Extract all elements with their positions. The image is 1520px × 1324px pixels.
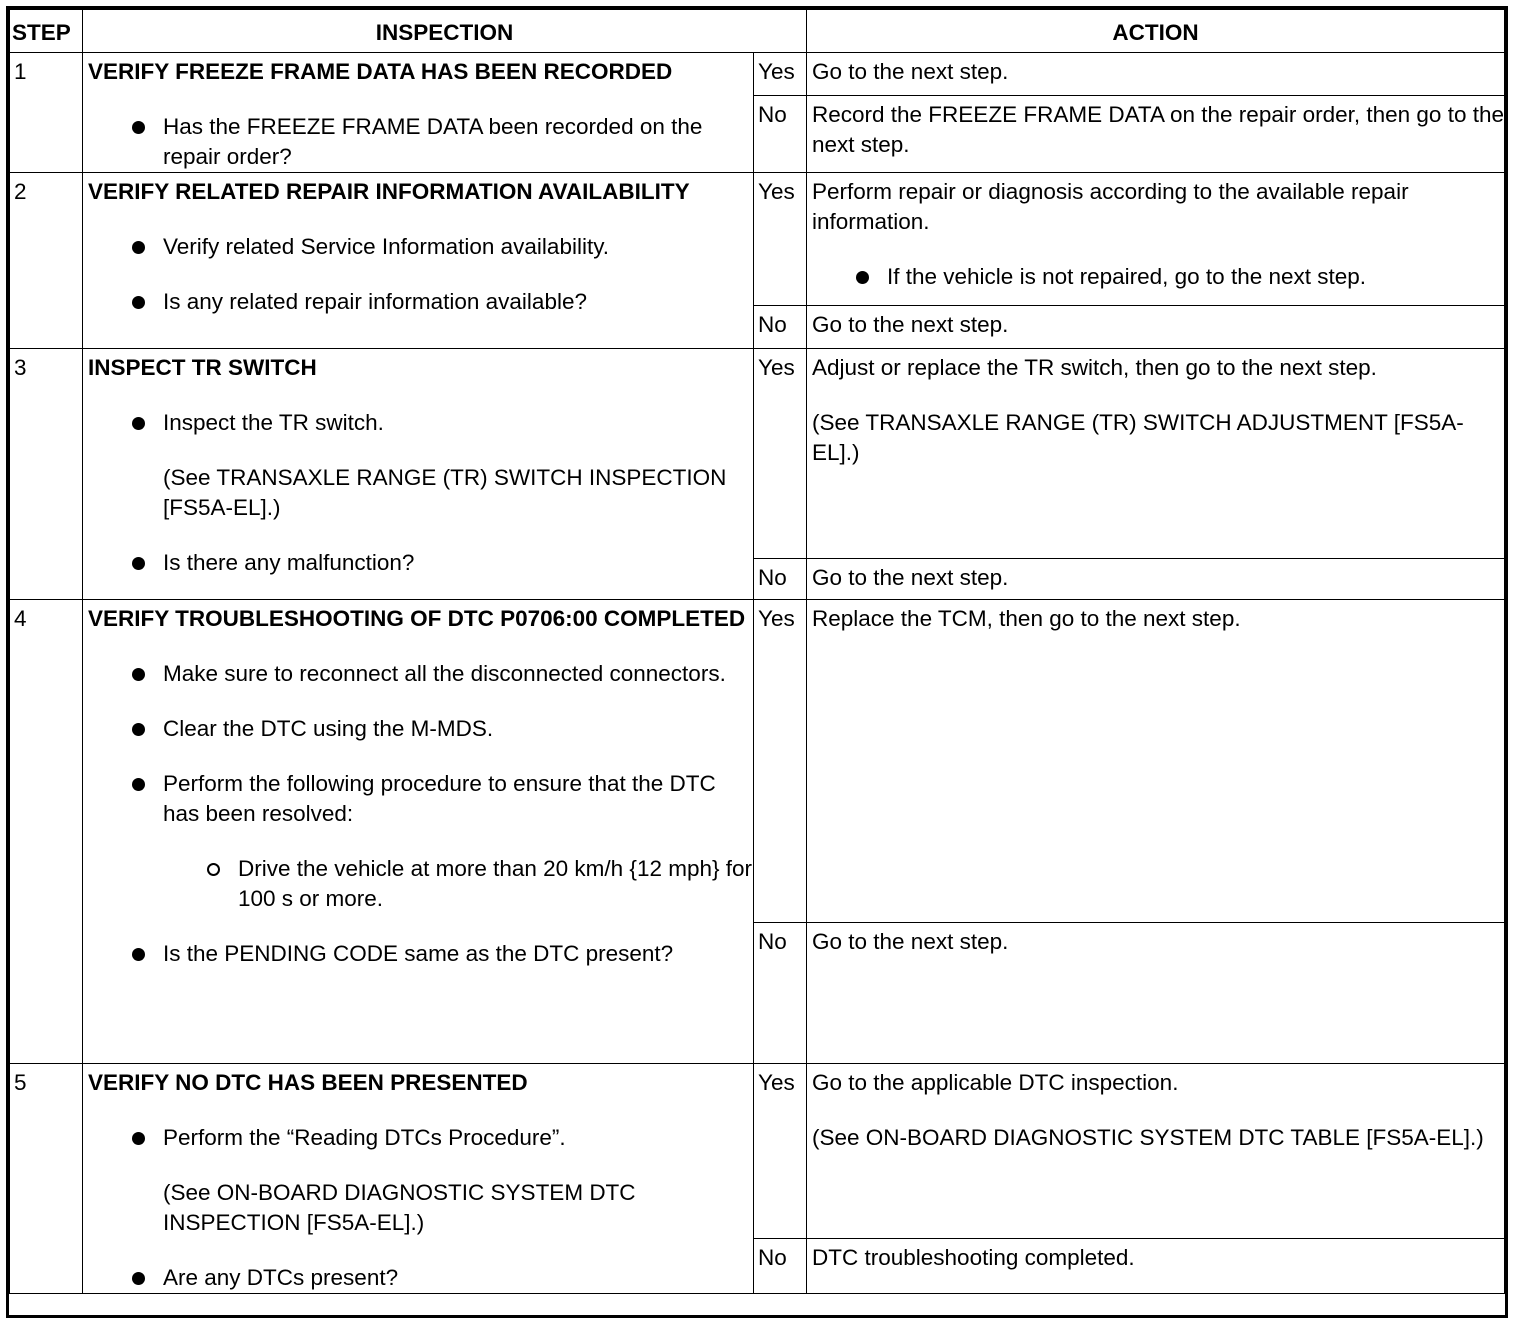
inspection-header: INSPECTION: [83, 10, 807, 53]
inspection-cell: [83, 600, 754, 1064]
bullet-item: Is the PENDING CODE same as the DTC present?: [88, 939, 753, 969]
no-action: DTC troubleshooting completed.: [807, 1239, 1505, 1294]
yes-action: Go to the applicable DTC inspection.: [812, 1070, 1179, 1095]
yes-label: Yes: [754, 1064, 807, 1239]
bullet-note: (See TRANSAXLE RANGE (TR) SWITCH INSPECTION [FS5A-EL].): [163, 465, 727, 520]
yes-label: Yes: [754, 349, 807, 559]
step-header: STEP: [10, 10, 83, 53]
step-1-yes-row: [10, 53, 1505, 96]
bullet-item: Are any DTCs present?: [88, 1263, 753, 1293]
bullet-item: Make sure to reconnect all the disconnected connectors.: [88, 659, 753, 689]
bullet-item: Is any related repair information available?: [88, 287, 753, 317]
no-label: No: [754, 306, 807, 349]
inspection-cell: [83, 53, 754, 173]
bullet-item: Perform the following procedure to ensure that the DTC has been resolved:: [88, 769, 753, 829]
no-label: No: [754, 559, 807, 600]
step-number: 4: [10, 600, 83, 1064]
action-bullet: If the vehicle is not repaired, go to the next step.: [812, 262, 1504, 292]
step-4-yes-row: [10, 600, 1505, 923]
yes-action: Replace the TCM, then go to the next step.: [807, 600, 1505, 923]
no-label: No: [754, 96, 807, 173]
no-action: Go to the next step.: [807, 559, 1505, 600]
step-5-yes-row: [10, 1064, 1505, 1239]
bullet-item: Verify related Service Information availability.: [88, 232, 753, 262]
bullet-item: Is there any malfunction?: [88, 548, 753, 578]
action-header: ACTION: [807, 10, 1505, 53]
step-number: 5: [10, 1064, 83, 1294]
bullet-item: Inspect the TR switch.: [88, 408, 753, 438]
yes-action-cell: [807, 1064, 1505, 1239]
step-number: 2: [10, 173, 83, 349]
no-label: No: [754, 1239, 807, 1294]
no-action: Go to the next step.: [807, 923, 1505, 1064]
bullet-note: (See ON-BOARD DIAGNOSTIC SYSTEM DTC INSPECTION [FS5A-EL].): [163, 1180, 636, 1235]
yes-action-cell: [807, 173, 1505, 306]
diagnostic-procedure-table: [6, 6, 1508, 1318]
yes-label: Yes: [754, 173, 807, 306]
bullet-item: Has the FREEZE FRAME DATA been recorded on the repair order?: [88, 112, 753, 172]
yes-action-cell: [807, 349, 1505, 559]
yes-note: (See TRANSAXLE RANGE (TR) SWITCH ADJUSTMENT [FS5A-EL].): [812, 410, 1464, 465]
yes-action: Perform repair or diagnosis according to the available repair information.: [812, 179, 1409, 234]
sub-bullet-item: Drive the vehicle at more than 20 km/h {12 mph} for 100 s or more.: [88, 854, 753, 914]
yes-label: Yes: [754, 53, 807, 96]
bullet-item: Perform the “Reading DTCs Procedure”.: [88, 1123, 753, 1153]
no-action: Record the FREEZE FRAME DATA on the repair order, then go to the next step.: [807, 96, 1505, 173]
step-3-yes-row: [10, 349, 1505, 559]
yes-action: Adjust or replace the TR switch, then go to the next step.: [812, 355, 1377, 380]
procedure-table: [9, 9, 1505, 1294]
yes-action: Go to the next step.: [807, 53, 1505, 96]
inspection-cell: [83, 1064, 754, 1294]
step-2-yes-row: [10, 173, 1505, 306]
yes-label: Yes: [754, 600, 807, 923]
header-row: [10, 10, 1505, 53]
step-title: VERIFY RELATED REPAIR INFORMATION AVAILABILITY: [88, 179, 690, 204]
step-number: 3: [10, 349, 83, 600]
step-title: INSPECT TR SWITCH: [88, 355, 317, 380]
no-label: No: [754, 923, 807, 1064]
step-title: VERIFY TROUBLESHOOTING OF DTC P0706:00 COMPLETED: [88, 606, 746, 631]
step-title: VERIFY NO DTC HAS BEEN PRESENTED: [88, 1070, 528, 1095]
no-action: Go to the next step.: [807, 306, 1505, 349]
bullet-item: Clear the DTC using the M-MDS.: [88, 714, 753, 744]
inspection-cell: [83, 349, 754, 600]
step-number: 1: [10, 53, 83, 173]
inspection-cell: [83, 173, 754, 349]
step-title: VERIFY FREEZE FRAME DATA HAS BEEN RECORDED: [88, 59, 673, 84]
yes-note: (See ON-BOARD DIAGNOSTIC SYSTEM DTC TABLE [FS5A-EL].): [812, 1125, 1484, 1150]
